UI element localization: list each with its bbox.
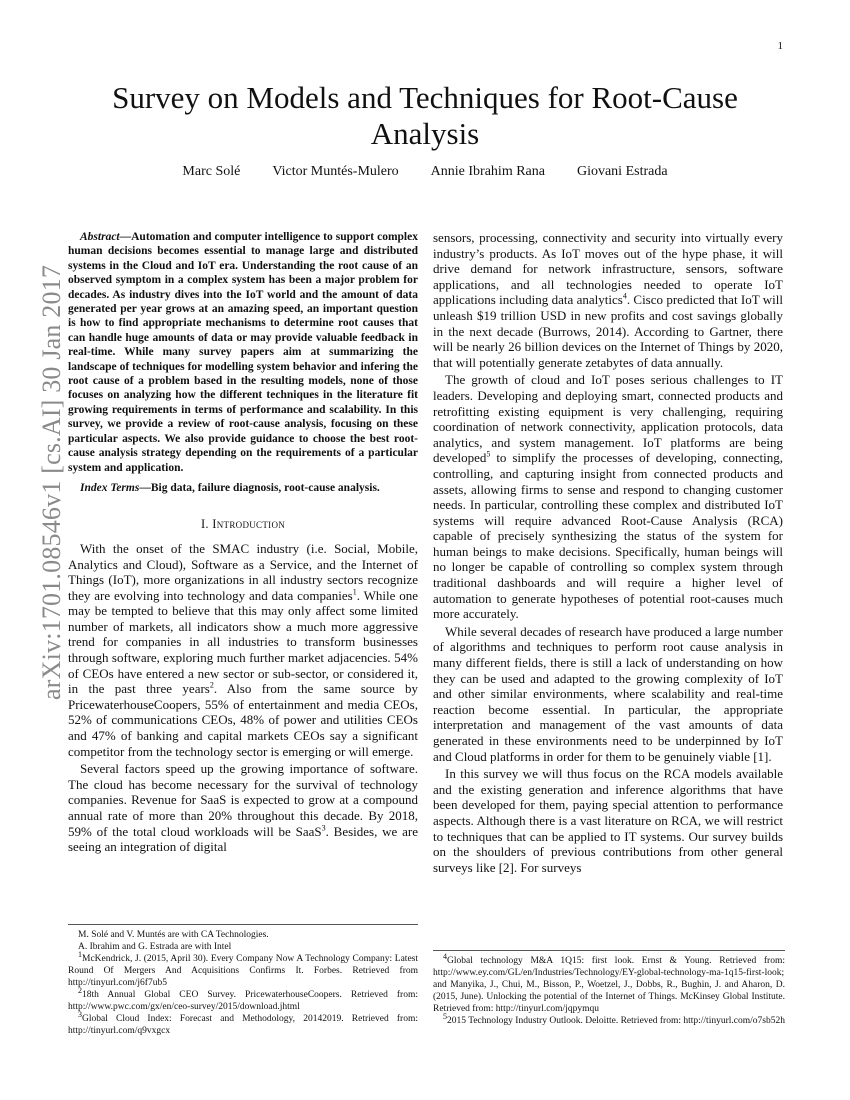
abstract-label: Abstract xyxy=(80,231,120,243)
author-list xyxy=(75,164,775,180)
author-name: Victor Muntés-Mulero xyxy=(272,164,399,179)
footnote xyxy=(68,1009,418,1037)
footnote-number: 1 xyxy=(78,949,82,959)
paragraph xyxy=(433,230,783,370)
footnote-number: 3 xyxy=(78,1009,82,1019)
footnote-marker: 4 xyxy=(622,292,627,302)
footnote-text: 18th Annual Global CEO Survey. PricewaterhouseCoopers. Retrieved from: http://www.pwc.com/gx/en/ceo-survey/2015/download.jhtml xyxy=(68,990,418,1012)
paragraph-text: . Besides, we are seeing an integration of digital xyxy=(68,823,419,855)
footnotes-right xyxy=(433,950,785,1027)
index-terms xyxy=(68,481,418,495)
paragraph-text: to simplify the processes of developing, connecting, controlling, and capturing insight from connected products and assets, allowing firms to sense and respond to changing customer needs. In particular, controlling these complex and distributed IoT systems will require advanced Root-Cause Analysis (RCA) capable of precisely synthesizing the status of the system for human beings to make decisions. Specifically, human beings will no longer be capable of controlling so complex system through traditional dashboards and will require a higher level of automation to generate hypotheses of potential root-causes much more accurately. xyxy=(433,450,783,622)
paragraph: While several decades of research have produced a large number of algorithms and techniques to perform root cause analysis in many different fields, there is still a lack of understanding on how they can be used and adapted to the growing complexity of IoT and other similar environments, where scalability and real-time reaction become essential. In particular, the appropriate interpretation and management of the vast amounts of data generated in these environments need to be underpinned by IoT and Cloud platforms in order for them to be genuinely viable [1]. xyxy=(433,623,783,764)
footnote xyxy=(68,985,418,1013)
footnote xyxy=(68,949,418,989)
footnote-text: McKendrick, J. (2015, April 30). Every Company Now A Technology Company: Latest Round Of Mergers And Acquisitions Confirms It. Forbes. Retrieved from http://tinyurl.com/j6f7ub5 xyxy=(68,954,418,988)
footnote xyxy=(433,951,785,1015)
author-name: Marc Solé xyxy=(182,164,241,179)
paragraph-text: sensors, processing, connectivity and security into virtually every industry’s products. As IoT moves out of the hype phase, it will drive demand for network infrastructure, sensors, software applications, and all technologies needed to operate IoT applications including data analytics xyxy=(433,230,783,308)
abstract-text: —Automation and computer intelligence to support complex human decisions becomes essential to manage large and distributed systems in the Cloud and IoT era. Understanding the root cause of an observed symptom in a complex system has been a major problem for decades. As industry dives into the IoT world and the amount of data generated per year grows at an amazing speed, an important question is how to find appropriate mechanisms to determine root causes that can handle huge amounts of data or may provide valuable feedback in real-time. While many survey papers aim at summarizing the landscape of techniques for modelling system behavior and infering the root cause of a problem based in the resulting models, none of those focuses on analyzing how the different techniques in the literature fit growing requirements in terms of performance and scalability. In this survey, we provide a review of root-cause analysis, focusing on these particular aspects. We also provide guidance to choose the best root-cause analysis strategy depending on the requirements of a particular system and application. xyxy=(68,231,418,474)
paragraph xyxy=(68,541,418,759)
paragraph-text: Several factors speed up the growing importance of software. The cloud has become necessary for the survival of technology companies. Revenue for SaaS is expected to grow at a compound annual rate of more than 20% throughout this decade. By 2018, 59% of the total cloud workloads will be SaaS xyxy=(68,761,418,839)
section-title: Introduction xyxy=(212,517,286,532)
author-name: Giovani Estrada xyxy=(576,164,668,179)
footnote xyxy=(433,1011,785,1027)
footnote-text: Global technology M&A 1Q15: first look. Ernst & Young. Retrieved from: http://www.ey.com/GL/en/Industries/Technology/EY-global-technology-ma-1q15-first-look; and Manyika, J., Chui, M., Bisson, P., Woetzel, J., Dobbs, R., Bughin, J. and Aharon, D. (2015, June). Unlocking the potential of the Internet of Things. McKinsey Global Institute. Retrieved from: http://tinyurl.com/jqpymqu xyxy=(433,956,785,1014)
footnote-text: 2015 Technology Industry Outlook. Deloitte. Retrieved from: http://tinyurl.com/o7sb52h xyxy=(447,1016,785,1026)
affiliation-note: A. Ibrahim and G. Estrada are with Intel xyxy=(78,942,232,952)
page-number: 1 xyxy=(777,40,783,52)
footnote-marker: 3 xyxy=(321,823,326,833)
footnote-number: 4 xyxy=(443,951,447,961)
paragraph-text: The growth of cloud and IoT poses serious challenges to IT leaders. Developing and deploying smart, connected products and retrofitting existing equipment is very challenging, requiring coordination of network connectivity, application protocols, data analytics, and system management. IoT platforms are being developed xyxy=(433,372,783,466)
abstract xyxy=(68,230,418,475)
paragraph xyxy=(433,372,783,622)
paper-title: Survey on Models and Techniques for Root-Cause Analysis xyxy=(112,80,738,151)
paragraph xyxy=(68,761,418,855)
footnote-marker: 5 xyxy=(486,449,491,459)
footnote-number: 5 xyxy=(443,1011,447,1021)
paragraph-text: . Cisco predicted that IoT will unleash $19 trillion USD in new profits and cost savings globally in the next decade (Burrows, 2014). According to Gartner, there will be nearly 26 billion devices on the Internet of Things by 2020, that will potentially generate zetabytes of data annually. xyxy=(433,292,783,370)
paragraph-text: With the onset of the SMAC industry (i.e. Social, Mobile, Analytics and Cloud), Software as a Service, and the Internet of Things (IoT), more organizations in all industry sectors recognize they are evolving into technology and data companies xyxy=(68,540,418,603)
right-column xyxy=(433,230,783,877)
paragraph: In this survey we will thus focus on the RCA models available and the existing generation and inference algorithms that have been developed for them, paying special attention to performance aspects. Although there is a vast literature on RCA, we will restrict to techniques that can be applied to IT systems. Our survey builds on the shoulders of previous contributions from other general surveys like [2]. For surveys xyxy=(433,766,783,875)
footnote-number: 2 xyxy=(78,985,82,995)
author-name: Annie Ibrahim Rana xyxy=(430,164,545,179)
footnote-marker: 2 xyxy=(209,680,214,690)
index-terms-text: —Big data, failure diagnosis, root-cause analysis. xyxy=(139,481,380,494)
footnotes-left xyxy=(68,924,418,1037)
paragraph-text: . Also from the same source by PricewaterhouseCoopers, 55% of entertainment and media CEOs, 52% of communications CEOs, 48% of power and utilities CEOs and 47% of banking and capital markets CEOs say a significant competitor from the technology sector is emerging or will emerge. xyxy=(68,681,419,759)
section-number: I. xyxy=(200,517,209,532)
affiliation-note: M. Solé and V. Muntés are with CA Technologies. xyxy=(78,930,269,940)
section-heading xyxy=(68,517,418,533)
left-column xyxy=(68,230,418,857)
arxiv-stamp: arXiv:1701.08546v1 [cs.AI] 30 Jan 2017 xyxy=(37,264,66,700)
paragraph-text: . While one may be tempted to believe that this may only affect some limited number of markets, all indicators show a much more aggressive trend for companies in all industries to transform businesses through software, exploring much further market adjacencies. 54% of CEOs have entered a new sector or sub-sector, or considered it, in the past three years xyxy=(68,587,418,697)
footnote-text: Global Cloud Index: Forecast and Methodology, 20142019. Retrieved from: http://tinyurl.com/q9vxgcx xyxy=(68,1014,418,1036)
index-terms-label: Index Terms xyxy=(80,481,140,494)
footnote-marker: 1 xyxy=(352,587,357,597)
